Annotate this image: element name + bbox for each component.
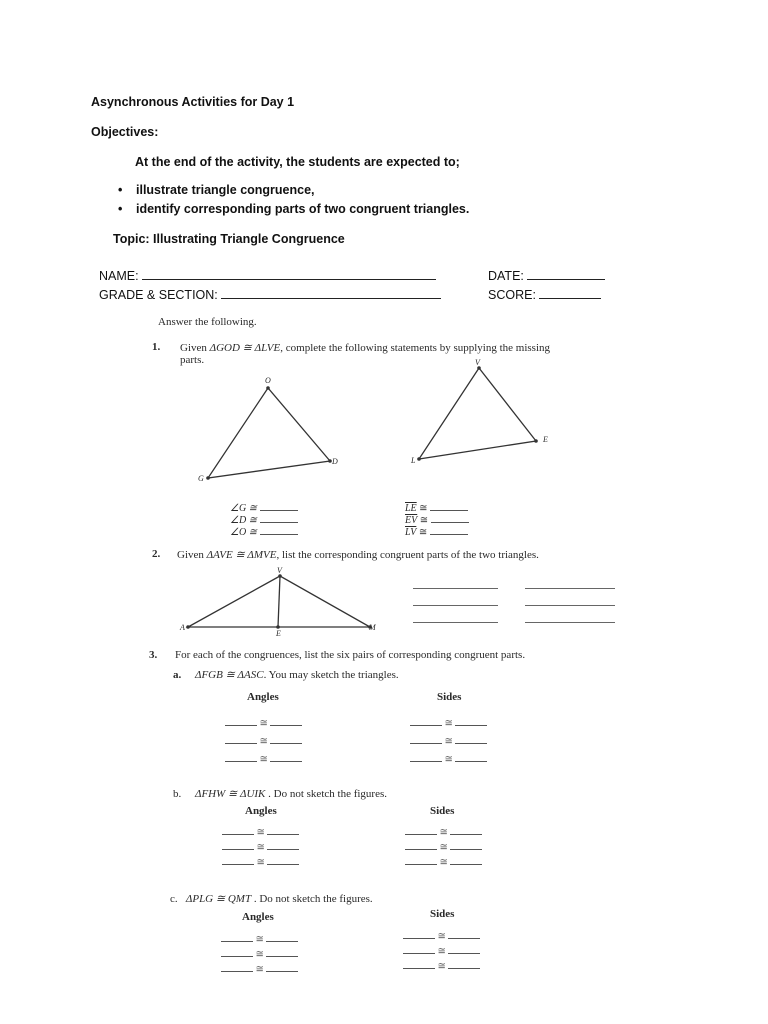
congruence-pair[interactable]: ≅ (403, 944, 480, 957)
side-statement[interactable]: $\overline{LV}$ ≅ (405, 525, 468, 538)
score-field[interactable] (488, 287, 601, 302)
grade-field[interactable] (99, 287, 441, 302)
vertex-label: A (180, 623, 185, 632)
q2-triangle (180, 570, 380, 635)
side-statement[interactable]: $\overline{LE}$ ≅ (405, 501, 468, 514)
answer-line[interactable] (525, 622, 615, 623)
sides-heading: Sides (430, 908, 455, 920)
sides-heading: Sides (437, 691, 462, 703)
angles-heading: Angles (247, 691, 279, 703)
bullet-icon: • (118, 183, 123, 197)
page-title: Asynchronous Activities for Day 1 (91, 95, 295, 109)
q1-number: 1. (152, 341, 161, 353)
congruence-pair[interactable]: ≅ (222, 840, 299, 853)
grade-label: GRADE & SECTION: (99, 288, 218, 302)
date-field[interactable] (488, 268, 605, 283)
grade-line (221, 287, 441, 299)
congruence-pair[interactable]: ≅ (221, 932, 298, 945)
vertex-label: L (411, 456, 416, 465)
score-label: SCORE: (488, 288, 536, 302)
q1-text-cont: parts. (180, 354, 205, 366)
congruence-pair[interactable]: ≅ (222, 825, 299, 838)
objective-item: illustrate triangle congruence, (136, 183, 315, 197)
q3c-text: c. ΔPLG ≅ QMT . Do not sketch the figures. (170, 893, 373, 905)
vertex-label: O (265, 376, 271, 385)
triangle-lve (419, 368, 536, 459)
q1-text: Given ΔGOD ≅ ΔLVE, complete the following statements by supplying the missing (180, 342, 551, 354)
q2-number: 2. (152, 548, 161, 560)
answer-line[interactable] (413, 622, 498, 623)
answer-line[interactable] (413, 588, 498, 589)
congruence-pair[interactable]: ≅ (221, 962, 298, 975)
vertex-label: E (543, 435, 548, 444)
congruence-pair[interactable]: ≅ (225, 752, 302, 765)
date-line (527, 268, 605, 280)
q3a-text: a. ΔFGB ≅ ΔASC. You may sketch the triangles. (173, 669, 399, 681)
angles-heading: Angles (242, 911, 274, 923)
vertex-label: V (277, 566, 282, 575)
topic: Topic: Illustrating Triangle Congruence (113, 232, 345, 246)
q3-text: For each of the congruences, list the six pairs of corresponding congruent parts. (175, 649, 526, 661)
name-line (142, 268, 436, 280)
congruence-pair[interactable]: ≅ (410, 752, 487, 765)
vertex-label: M (369, 623, 376, 632)
triangle-god (208, 388, 330, 478)
sides-heading: Sides (430, 805, 455, 817)
congruence-pair[interactable]: ≅ (403, 959, 480, 972)
q3-number: 3. (149, 649, 158, 661)
q3b-text: b. ΔFHW ≅ ΔUIK . Do not sketch the figures. (173, 788, 387, 800)
congruence-pair[interactable]: ≅ (221, 947, 298, 960)
congruence-pair[interactable]: ≅ (405, 840, 482, 853)
congruence-pair[interactable]: ≅ (222, 855, 299, 868)
vertex-label: E (276, 629, 281, 638)
vertex-label: G (198, 474, 204, 483)
name-field[interactable] (99, 268, 436, 283)
side-statement[interactable]: $\overline{EV}$ ≅ (405, 513, 469, 526)
answer-line[interactable] (525, 588, 615, 589)
answer-line[interactable] (525, 605, 615, 606)
objectives-label: Objectives: (91, 125, 159, 139)
bullet-icon: • (118, 202, 123, 216)
congruence-pair[interactable]: ≅ (405, 825, 482, 838)
congruence-pair[interactable]: ≅ (225, 734, 302, 747)
answer-line[interactable] (413, 605, 498, 606)
objectives-intro: At the end of the activity, the students are expected to; (135, 155, 460, 169)
score-line (539, 287, 601, 299)
q1-triangles (190, 360, 640, 490)
name-label: NAME: (99, 269, 139, 283)
angle-statement[interactable]: ∠D ≅ (230, 513, 298, 526)
instruction: Answer the following. (158, 316, 257, 328)
angle-statement[interactable]: ∠G ≅ (230, 501, 298, 514)
angles-heading: Angles (245, 805, 277, 817)
vertex-label: V (475, 358, 480, 367)
date-label: DATE: (488, 269, 524, 283)
congruence-pair[interactable]: ≅ (403, 929, 480, 942)
vertex-label: D (332, 457, 338, 466)
congruence-pair[interactable]: ≅ (410, 716, 487, 729)
angle-statement[interactable]: ∠O ≅ (230, 525, 298, 538)
congruence-pair[interactable]: ≅ (410, 734, 487, 747)
q2-text: Given ΔAVE ≅ ΔMVE, list the corresponding congruent parts of the two triangles. (177, 549, 539, 561)
objective-item: identify corresponding parts of two congruent triangles. (136, 202, 470, 216)
congruence-pair[interactable]: ≅ (405, 855, 482, 868)
congruence-pair[interactable]: ≅ (225, 716, 302, 729)
